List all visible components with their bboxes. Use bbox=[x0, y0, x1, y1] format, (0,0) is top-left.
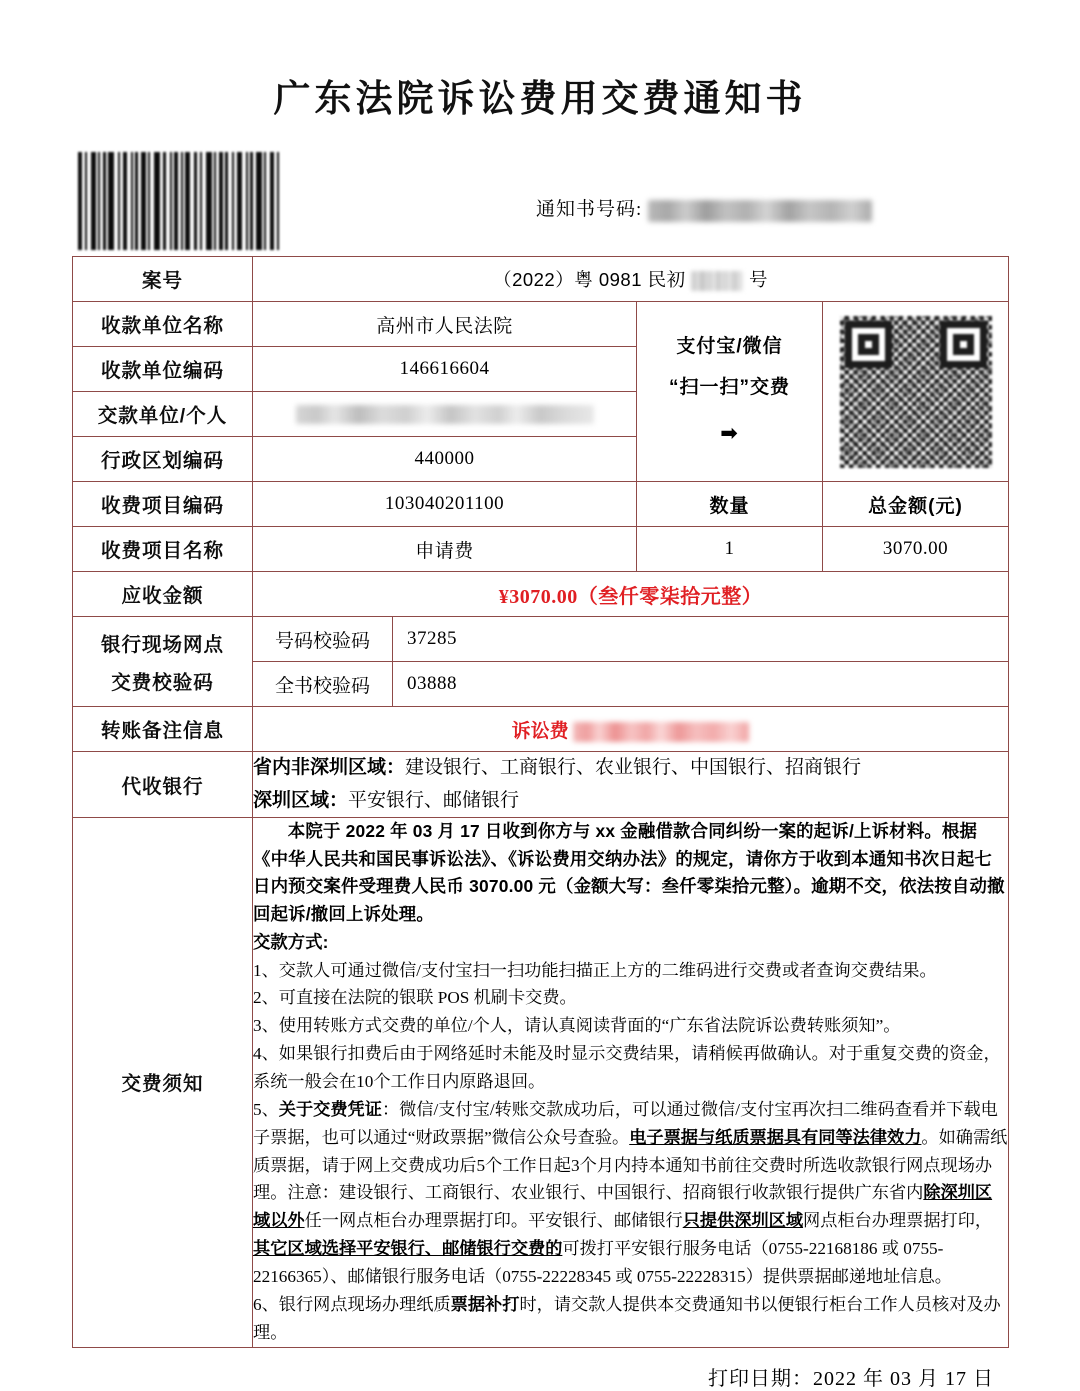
notice-item-5-part-2: 。如确需纸质票据，请于网上交费成功后5个工作日起3个月内持本通知书前往交费时所选收款银行网点现场办理。注意：建设银行、工商银行、农业银行、中国银行、招商银行收款银行提供广东省内 bbox=[253, 1127, 1008, 1203]
scan-line-2: “扫一扫”交费 bbox=[668, 376, 790, 398]
notice-item-5-part-5: 可拨打平安银行服务电话（0755-22168186 或 0755-22166365）、邮储银行服务电话（0755-22228345 或 0755-22228315）提供票据邮递地址信息。 bbox=[253, 1239, 952, 1286]
notice-label: 交费须知 bbox=[73, 818, 253, 1347]
notice-item-3: 3、使用转账方式交费的单位/个人，请认真阅读背面的“广东省法院诉讼费转账须知”。 bbox=[253, 1016, 901, 1036]
qr-code-image[interactable] bbox=[840, 316, 992, 468]
notice-item-4: 4、如果银行扣费后由于网络延时未能及时显示交费结果，请稍候再做确认。对于重复交费的资金，系统一般会在10个工作日内原路退回。 bbox=[253, 1044, 1001, 1091]
notice-item-2: 2、可直接在法院的银联 POS 机刷卡交费。 bbox=[253, 988, 577, 1008]
payer-label: 交款单位/个人 bbox=[73, 392, 253, 437]
notice-lead: 本院于 2022 年 03 月 17 日收到你方与 xx 金融借款合同纠纷一案的起诉/上诉材料。根据《中华人民共和国民事诉讼法》、《诉讼费用交纳办法》的规定，请你方于收到本通知书次日起七日内预交案件受理费人民币 3070.00 元（金额大写：叁仟零柒拾元整）。逾期不交，依法按自动撤回起诉/撤回上诉处理。 bbox=[253, 821, 1005, 924]
collect-bank-line-1-text: 建设银行、工商银行、农业银行、中国银行、招商银行 bbox=[405, 757, 862, 778]
table-row-collect-bank bbox=[73, 752, 1009, 818]
notice-item-5-part-3: 任一网点柜台办理票据打印。平安银行、邮储银行 bbox=[304, 1211, 683, 1231]
case-no-prefix: （2022）粤 0981 民初 bbox=[493, 269, 686, 290]
region-code-label: 行政区划编码 bbox=[73, 437, 253, 482]
fee-code-value: 103040201100 bbox=[253, 482, 637, 527]
notice-content bbox=[253, 818, 1009, 1347]
notice-item-6-bold: 票据补打 bbox=[450, 1293, 520, 1314]
print-date: 打印日期：2022 年 03 月 17 日 bbox=[708, 1367, 994, 1390]
arrow-right-icon: ➡ bbox=[720, 421, 739, 445]
collect-bank-line-2-strong: 深圳区域： bbox=[253, 789, 349, 811]
payee-code-label: 收款单位编码 bbox=[73, 347, 253, 392]
bank-check-code-label-line2: 交费校验码 bbox=[111, 671, 214, 694]
table-row-case-no bbox=[73, 257, 1009, 302]
total-amount-value: 3070.00 bbox=[823, 527, 1009, 572]
notice-item-5-prefix: 5、 bbox=[253, 1099, 279, 1119]
header-row bbox=[0, 140, 1080, 250]
table-row-notice bbox=[73, 818, 1009, 1347]
main-table-wrapper bbox=[0, 256, 1080, 1391]
region-code-value: 440000 bbox=[253, 437, 637, 482]
fee-name-label: 收费项目名称 bbox=[73, 527, 253, 572]
collect-bank-line-2-text: 平安银行、邮储银行 bbox=[348, 789, 520, 811]
notice-number-value-redacted bbox=[648, 200, 872, 222]
fee-code-label: 收费项目编码 bbox=[73, 482, 253, 527]
bank-check-code-label bbox=[73, 617, 253, 707]
notice-item-5-underline-2: 除深圳区域以外 bbox=[253, 1182, 993, 1231]
book-check-label: 全书校验码 bbox=[253, 662, 393, 707]
notice-item-5-underline-4: 其它区域选择平安银行、邮储银行交费的 bbox=[253, 1238, 563, 1259]
total-amount-header: 总金额(元) bbox=[823, 482, 1009, 527]
table-row-remark bbox=[73, 707, 1009, 752]
table-row-fee-name bbox=[73, 527, 1009, 572]
payee-name-value: 高州市人民法院 bbox=[253, 302, 637, 347]
number-check-label: 号码校验码 bbox=[253, 617, 393, 662]
fee-name-value: 申请费 bbox=[253, 527, 637, 572]
barcode bbox=[78, 152, 280, 250]
case-no-suffix: 号 bbox=[748, 269, 768, 290]
remark-value-redacted bbox=[573, 722, 749, 742]
notice-item-1: 1、交款人可通过微信/支付宝扫一扫功能扫描正上方的二维码进行交费或者查询交费结果。 bbox=[253, 960, 937, 980]
remark-value bbox=[253, 707, 1009, 752]
number-check-value: 37285 bbox=[393, 617, 1009, 662]
collect-bank-line-1 bbox=[253, 752, 1008, 785]
qr-code-cell[interactable] bbox=[823, 302, 1009, 482]
notice-item-5-underline-3: 只提供深圳区域 bbox=[682, 1210, 804, 1231]
notice-item-5 bbox=[253, 1096, 1008, 1291]
notice-number-label: 通知书号码: bbox=[536, 199, 643, 220]
payer-value-redacted bbox=[296, 405, 594, 424]
quantity-value: 1 bbox=[637, 527, 823, 572]
case-no-label: 案号 bbox=[73, 257, 253, 302]
notice-item-6 bbox=[253, 1291, 1008, 1347]
notice-item-6-suffix: 时，请交款人提供本交费通知书以便银行柜台工作人员核对及办理。 bbox=[253, 1294, 1001, 1342]
table-row-payee-name bbox=[73, 302, 1009, 347]
notice-item-6-prefix: 6、银行网点现场办理纸质 bbox=[253, 1294, 451, 1314]
notice-way-title: 交款方式: bbox=[253, 932, 329, 953]
payee-code-value: 146616604 bbox=[253, 347, 637, 392]
case-no-redacted bbox=[691, 271, 743, 291]
quantity-header: 数量 bbox=[637, 482, 823, 527]
notice-item-5-bold: 关于交费凭证 bbox=[278, 1098, 382, 1119]
notice-item-5-underline-1: 电子票据与纸质票据具有同等法律效力 bbox=[629, 1126, 922, 1147]
remark-prefix: 诉讼费 bbox=[511, 720, 569, 742]
collect-bank-line-1-strong: 省内非深圳区域： bbox=[253, 757, 406, 778]
case-no-value bbox=[253, 257, 1009, 302]
book-check-value: 03888 bbox=[393, 662, 1009, 707]
collect-bank-label: 代收银行 bbox=[73, 752, 253, 818]
payer-value bbox=[253, 392, 637, 437]
page-title: 广东法院诉讼费用交费通知书 bbox=[273, 79, 807, 120]
notice-number bbox=[536, 194, 872, 222]
remark-label: 转账备注信息 bbox=[73, 707, 253, 752]
table-row-fee-code bbox=[73, 482, 1009, 527]
collect-bank-line-2 bbox=[253, 785, 1008, 818]
table-row-number-check bbox=[73, 617, 1009, 662]
receivable-label: 应收金额 bbox=[73, 572, 253, 617]
table-row-receivable bbox=[73, 572, 1009, 617]
collect-bank-value bbox=[253, 752, 1009, 818]
notice-item-5-part-4: 网点柜台办理票据打印， bbox=[803, 1211, 993, 1231]
receivable-amount: ¥3070.00（叁仟零柒拾元整） bbox=[253, 572, 1009, 617]
bank-check-code-label-line1: 银行现场网点 bbox=[100, 633, 224, 656]
notice-item-5-part-1: ：微信/支付宝/转账交款成功后，可以通过微信/支付宝再次扫二维码查看并下载电子票据，也可以通过“财政票据”微信公众号查验。 bbox=[253, 1099, 998, 1147]
scan-line-1: 支付宝/微信 bbox=[676, 336, 783, 358]
fee-notice-table bbox=[72, 256, 1009, 1348]
scan-to-pay-cell bbox=[637, 302, 823, 482]
payee-name-label: 收款单位名称 bbox=[73, 302, 253, 347]
